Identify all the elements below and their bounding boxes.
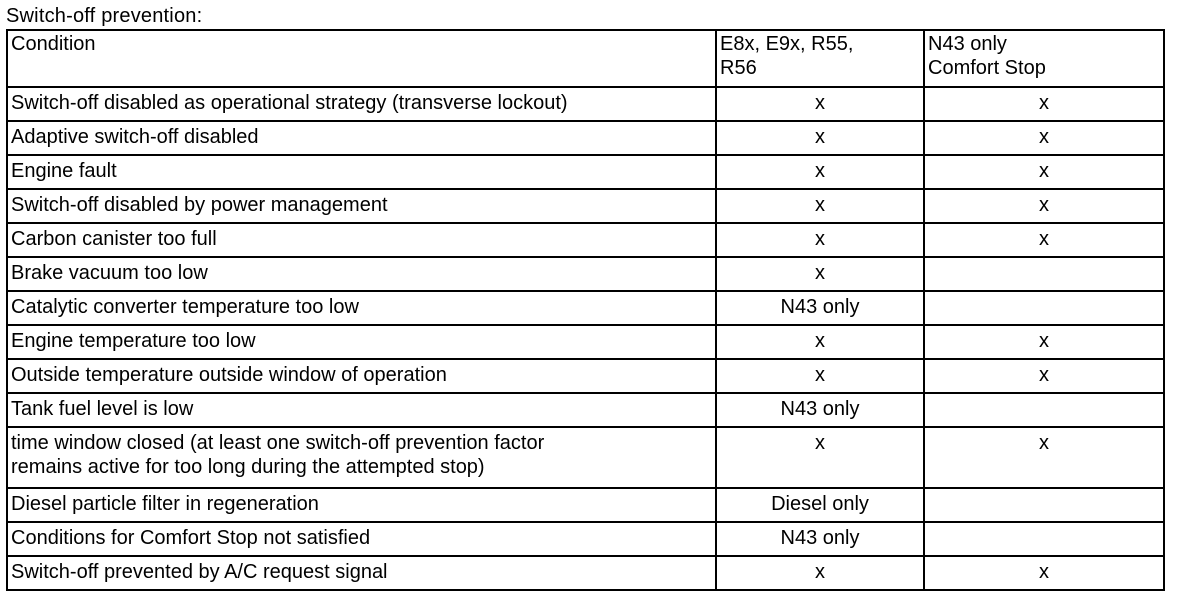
table-row xyxy=(7,556,1164,590)
e8x-cell: Diesel only xyxy=(716,488,924,522)
condition-cell: Conditions for Comfort Stop not satisfied xyxy=(7,522,716,556)
condition-cell: Brake vacuum too low xyxy=(7,257,716,291)
table-row xyxy=(7,291,1164,325)
condition-cell: Switch-off disabled by power management xyxy=(7,189,716,223)
table-row xyxy=(7,189,1164,223)
condition-cell: Tank fuel level is low xyxy=(7,393,716,427)
e8x-cell: x xyxy=(716,155,924,189)
e8x-cell: x xyxy=(716,121,924,155)
condition-cell: Switch-off disabled as operational strategy (transverse lockout) xyxy=(7,87,716,121)
e8x-cell: x xyxy=(716,359,924,393)
header-n43-comfort-stop xyxy=(924,30,1164,87)
table-caption: Switch-off prevention: xyxy=(6,5,203,27)
e8x-cell: x xyxy=(716,223,924,257)
switch-off-prevention-table xyxy=(6,29,1165,591)
header-e8x-line1: E8x, E9x, R55, xyxy=(720,33,854,55)
table-row xyxy=(7,325,1164,359)
condition-line1: time window closed (at least one switch-off prevention factor xyxy=(11,432,545,454)
header-e8x-line2: R56 xyxy=(720,57,757,79)
condition-cell: Adaptive switch-off disabled xyxy=(7,121,716,155)
table-header-row xyxy=(7,30,1164,87)
n43-cell xyxy=(924,393,1164,427)
table-row xyxy=(7,393,1164,427)
table-row xyxy=(7,155,1164,189)
condition-cell: Diesel particle filter in regeneration xyxy=(7,488,716,522)
n43-cell xyxy=(924,488,1164,522)
condition-cell: Switch-off prevented by A/C request signal xyxy=(7,556,716,590)
condition-cell: Engine temperature too low xyxy=(7,325,716,359)
n43-cell: x xyxy=(924,155,1164,189)
n43-cell: x xyxy=(924,427,1164,488)
e8x-cell: x xyxy=(716,257,924,291)
n43-cell: x xyxy=(924,556,1164,590)
condition-cell: Catalytic converter temperature too low xyxy=(7,291,716,325)
n43-cell: x xyxy=(924,87,1164,121)
condition-cell xyxy=(7,427,716,488)
condition-cell: Carbon canister too full xyxy=(7,223,716,257)
n43-cell xyxy=(924,291,1164,325)
condition-cell: Outside temperature outside window of operation xyxy=(7,359,716,393)
header-n43-line2: Comfort Stop xyxy=(928,57,1046,79)
e8x-cell: x xyxy=(716,427,924,488)
header-e8x-e9x-r55-r56 xyxy=(716,30,924,87)
table-row xyxy=(7,488,1164,522)
e8x-cell: x xyxy=(716,556,924,590)
n43-cell xyxy=(924,522,1164,556)
n43-cell: x xyxy=(924,121,1164,155)
table-row xyxy=(7,121,1164,155)
e8x-cell: x xyxy=(716,87,924,121)
n43-cell xyxy=(924,257,1164,291)
n43-cell: x xyxy=(924,359,1164,393)
e8x-cell: x xyxy=(716,325,924,359)
table-row xyxy=(7,359,1164,393)
table-row xyxy=(7,257,1164,291)
table-row xyxy=(7,427,1164,488)
header-n43-line1: N43 only xyxy=(928,33,1007,55)
e8x-cell: x xyxy=(716,189,924,223)
condition-line2: remains active for too long during the attempted stop) xyxy=(11,456,485,478)
table-row xyxy=(7,223,1164,257)
e8x-cell: N43 only xyxy=(716,291,924,325)
n43-cell: x xyxy=(924,325,1164,359)
n43-cell: x xyxy=(924,223,1164,257)
e8x-cell: N43 only xyxy=(716,393,924,427)
table-row xyxy=(7,522,1164,556)
condition-cell: Engine fault xyxy=(7,155,716,189)
e8x-cell: N43 only xyxy=(716,522,924,556)
n43-cell: x xyxy=(924,189,1164,223)
header-condition: Condition xyxy=(7,30,716,87)
table-row xyxy=(7,87,1164,121)
